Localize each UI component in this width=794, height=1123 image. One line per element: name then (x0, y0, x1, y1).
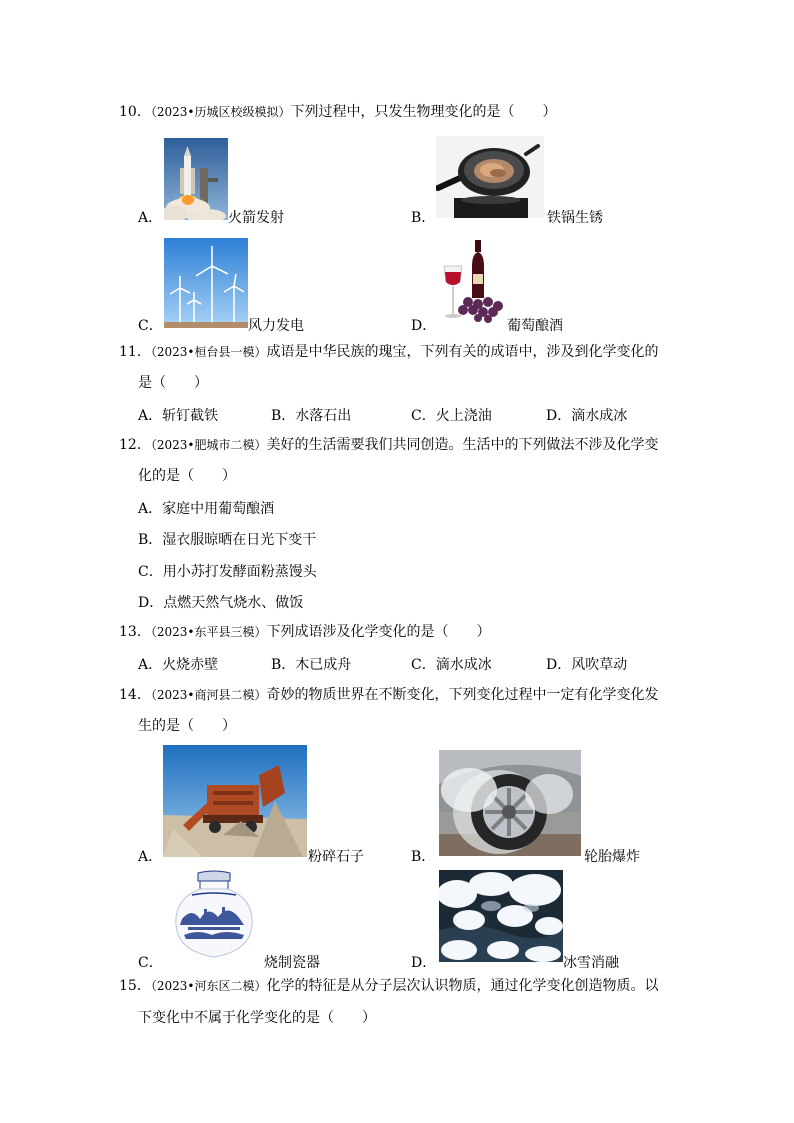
option-letter: B． (411, 849, 436, 865)
option-text: 铁锅生锈 (547, 210, 603, 226)
burst-tire-image (439, 750, 581, 856)
option-c: C．火上浇油 (411, 408, 492, 424)
question-number: 12． (119, 437, 151, 453)
question-number: 13． (119, 624, 151, 640)
rocket-launch-image (164, 138, 228, 220)
option-letter: A． (138, 210, 163, 226)
option-letter: D． (411, 318, 437, 334)
option-d: D．滴水成冰 (546, 408, 628, 424)
question-11-stem (119, 343, 658, 361)
question-10-stem (119, 103, 556, 121)
question-source: （2023•东平县三模） (150, 625, 267, 639)
question-source: （2023•河东区二模） (150, 979, 267, 993)
option-b: B．木已成舟 (271, 657, 352, 673)
question-source: （2023•桓台县一模） (150, 345, 267, 359)
rusty-wok-image (436, 136, 544, 218)
melting-snow-image (439, 870, 563, 962)
question-text-continued: 化的是（ ） (138, 468, 236, 484)
option-text: 风力发电 (248, 318, 304, 334)
question-source: （2023•历城区校级模拟） (150, 105, 291, 119)
option-d: D．点燃天然气烧水、做饭 (138, 595, 304, 611)
question-text-continued: 生的是（ ） (138, 718, 236, 734)
question-number: 15． (119, 978, 151, 994)
question-text: 奇妙的物质世界在不断变化，下列变化过程中一定有化学变化发 (266, 687, 659, 703)
option-letter: C． (138, 318, 163, 334)
question-text: 成语是中华民族的瑰宝，下列有关的成语中，涉及到化学变化的 (266, 344, 659, 360)
question-14-stem (119, 686, 658, 704)
option-text: 粉碎石子 (308, 849, 364, 865)
option-b: B．水落石出 (271, 408, 352, 424)
option-text: 火箭发射 (228, 210, 284, 226)
question-text: 下列成语涉及化学变化的是（ ） (266, 624, 491, 640)
option-letter: C． (138, 955, 163, 971)
option-text: 葡萄酿酒 (507, 318, 563, 334)
question-source: （2023•肥城市二模） (150, 438, 267, 452)
option-c: C．滴水成冰 (411, 657, 492, 673)
option-b: B．湿衣服晾晒在日光下变干 (138, 532, 317, 548)
question-text: 美好的生活需要我们共同创造。生活中的下列做法不涉及化学变 (266, 437, 659, 453)
stone-crusher-image (163, 745, 307, 857)
wine-grapes-image (438, 236, 506, 324)
question-text: 化学的特征是从分子层次认识物质，通过化学变化创造物质。以 (266, 978, 659, 994)
option-text: 轮胎爆炸 (584, 849, 640, 865)
option-d: D．风吹草动 (546, 657, 628, 673)
option-c: C．用小苏打发酵面粉蒸馒头 (138, 564, 317, 580)
option-letter: A． (138, 849, 163, 865)
question-12-stem (119, 436, 658, 454)
question-text-continued: 是（ ） (138, 375, 208, 391)
option-letter: B． (411, 210, 436, 226)
question-number: 11． (119, 344, 151, 360)
option-a: A．斩钉截铁 (138, 408, 219, 424)
question-15-stem (119, 977, 658, 995)
option-a: A．火烧赤壁 (138, 657, 219, 673)
option-text: 冰雪消融 (563, 955, 619, 971)
question-number: 10． (119, 104, 151, 120)
wind-turbines-image (164, 238, 248, 328)
question-number: 14． (119, 687, 151, 703)
question-text: 下列过程中，只发生物理变化的是（ ） (290, 104, 557, 120)
option-letter: D． (411, 955, 437, 971)
porcelain-jar-image (164, 869, 264, 961)
option-text: 烧制瓷器 (264, 955, 320, 971)
question-13-stem (119, 623, 490, 641)
option-a: A．家庭中用葡萄酿酒 (138, 501, 275, 517)
question-text-continued: 下变化中不属于化学变化的是（ ） (138, 1010, 376, 1026)
question-source: （2023•商河县二模） (150, 688, 267, 702)
